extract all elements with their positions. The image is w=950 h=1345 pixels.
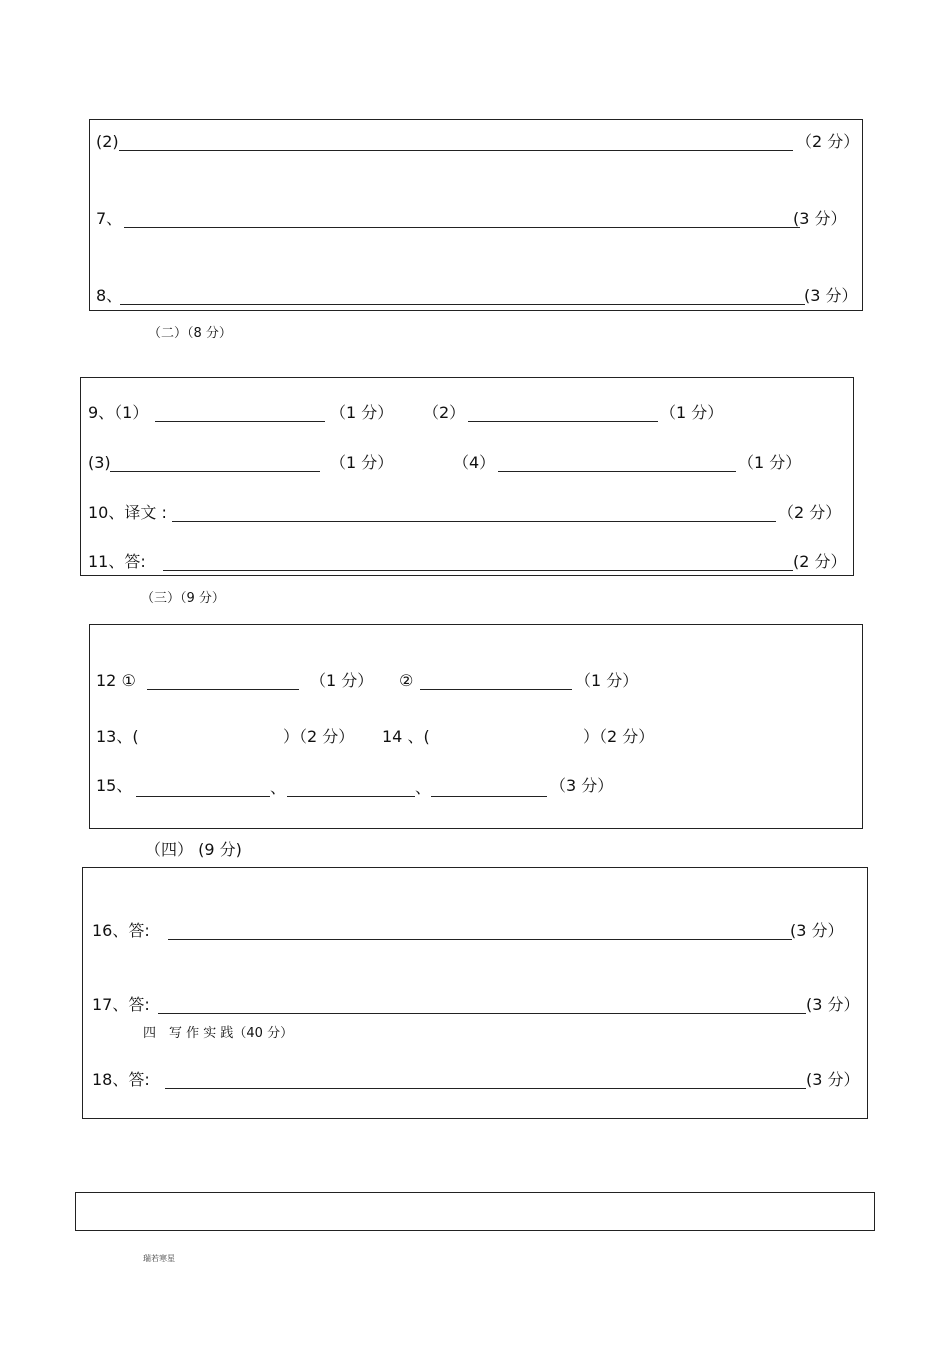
- q15-separator-1: 、: [270, 778, 287, 797]
- q11-label: 11、答:: [88, 552, 146, 571]
- answer-box-3: [89, 624, 863, 829]
- answer-box-2: [80, 377, 854, 576]
- q6-2-answer-line[interactable]: [119, 150, 793, 151]
- q17-label: 17、答:: [92, 995, 150, 1014]
- q9-2-label: （2）: [423, 403, 466, 422]
- q17-score: (3 分）: [806, 995, 860, 1014]
- q6-2-score: （2 分）: [796, 132, 860, 151]
- answer-box-1: [89, 119, 863, 311]
- q8-score: (3 分）: [804, 286, 858, 305]
- q15-separator-2: 、: [415, 778, 432, 797]
- q15-answer-line-1[interactable]: [136, 796, 270, 797]
- q9-2-answer-line[interactable]: [468, 421, 658, 422]
- q9-1-score: （1 分）: [330, 403, 394, 422]
- q17-answer-line[interactable]: [158, 1013, 806, 1014]
- q13-score: ）（2 分）: [283, 727, 355, 746]
- answer-box-5[interactable]: [75, 1192, 875, 1231]
- q8-label: 8、: [96, 286, 123, 305]
- q16-score: (3 分）: [790, 921, 844, 940]
- section3-heading: （三）（9 分）: [141, 591, 225, 606]
- q16-answer-line[interactable]: [168, 939, 792, 940]
- q15-answer-line-3[interactable]: [431, 796, 547, 797]
- q12-2-label: ②: [399, 671, 414, 690]
- q9-4-answer-line[interactable]: [498, 471, 736, 472]
- q10-answer-line[interactable]: [172, 521, 776, 522]
- q18-score: (3 分）: [806, 1070, 860, 1089]
- q14-score: ）（2 分）: [583, 727, 655, 746]
- q12-1-score: （1 分）: [310, 671, 374, 690]
- q13-label: 13、(: [96, 727, 139, 746]
- answer-box-4: [82, 867, 868, 1119]
- q9-3-answer-line[interactable]: [110, 471, 320, 472]
- q9-4-label: （4）: [453, 453, 496, 472]
- q11-answer-line[interactable]: [163, 570, 793, 571]
- q14-label: 14 、(: [382, 727, 430, 746]
- q12-2-answer-line[interactable]: [420, 689, 572, 690]
- q15-label: 15、: [96, 776, 133, 795]
- q18-label: 18、答:: [92, 1070, 150, 1089]
- q7-label: 7、: [96, 209, 123, 228]
- footer-note: 瑞若寒星: [143, 1254, 175, 1263]
- q12-2-score: （1 分）: [575, 671, 639, 690]
- q7-score: (3 分）: [793, 209, 847, 228]
- q12-1-answer-line[interactable]: [147, 689, 299, 690]
- q15-score: （3 分）: [550, 776, 614, 795]
- q9-label: 9、（1）: [88, 403, 149, 422]
- q18-answer-line[interactable]: [165, 1088, 806, 1089]
- section2-heading: （二）（8 分）: [148, 326, 232, 341]
- q9-1-answer-line[interactable]: [155, 421, 325, 422]
- section4-heading: （四） (9 分): [145, 840, 242, 859]
- q8-answer-line[interactable]: [120, 304, 805, 305]
- q12-label: 12 ①: [96, 671, 136, 690]
- q9-3-label: (3): [88, 453, 111, 472]
- q15-answer-line-2[interactable]: [287, 796, 415, 797]
- q10-score: （2 分）: [778, 503, 842, 522]
- q7-answer-line[interactable]: [124, 227, 800, 228]
- q6-2-label: (2): [96, 132, 119, 151]
- q9-4-score: （1 分）: [738, 453, 802, 472]
- q10-label: 10、译文 :: [88, 503, 167, 522]
- q11-score: (2 分）: [793, 552, 847, 571]
- q9-3-score: （1 分）: [330, 453, 394, 472]
- q9-2-score: （1 分）: [660, 403, 724, 422]
- part4-heading: 四 写 作 实 践（40 分）: [143, 1026, 294, 1041]
- q16-label: 16、答:: [92, 921, 150, 940]
